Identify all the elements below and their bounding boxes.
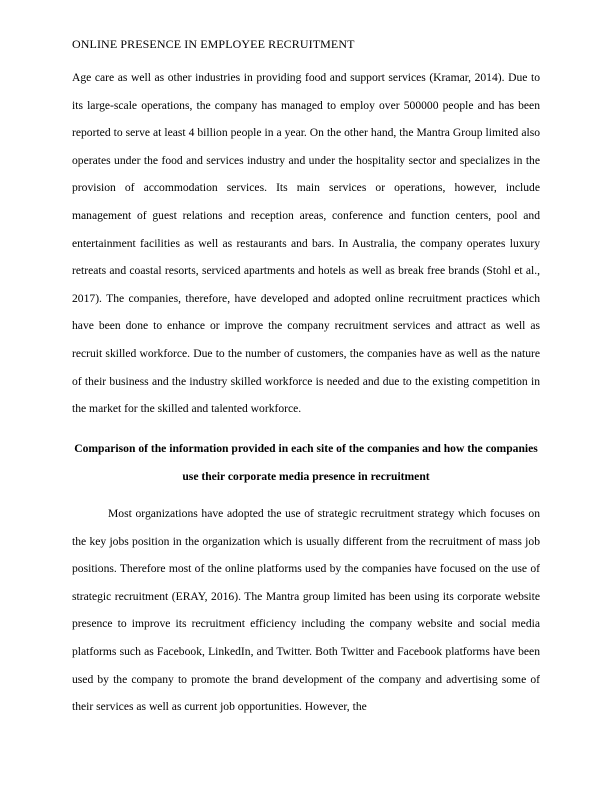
running-head: ONLINE PRESENCE IN EMPLOYEE RECRUITMENT [72,37,355,51]
body-paragraph-2: Most organizations have adopted the use of strategic recruitment strategy which focuses on the key jobs position in the organization which is usually different from the recruitment of mass job positions. Therefore most of the online platforms used by the companies have focused on the use of strategic recruitment (ERAY, 2016). The Mantra group limited has been using its corporate website presence to improve its recruitment efficiency including the company website and social media platforms such as Facebook, LinkedIn, and Twitter. Both Twitter and Facebook platforms have been used by the company to promote the brand development of the company and advertising some of their services as well as current job opportunities. However, the [72,507,540,714]
section-heading: Comparison of the information provided in each site of the companies and how the companies use their corporate media presence in recruitment [74,442,538,483]
body-paragraph-1: Age care as well as other industries in providing food and support services (Kramar, 2014). Due to its large-scale operations, the company has managed to employ over 500000 people and has been reported to serve at least 4 billion people in a year. On the other hand, the Mantra Group limited also operates under the food and services industry and under the hospitality sector and specializes in the provision of accommodation services. Its main services or operations, however, include management of guest relations and reception areas, conference and function centers, pool and entertainment facilities as well as restaurants and bars. In Australia, the company operates luxury retreats and coastal resorts, serviced apartments and hotels as well as break free brands (Stohl et al., 2017). The companies, therefore, have developed and adopted online recruitment practices which have been done to enhance or improve the company recruitment services and attract as well as recruit skilled workforce. Due to the number of customers, the companies have as well as the nature of their business and the industry skilled workforce is needed and due to the existing competition in the market for the skilled and talented workforce. [72,71,540,416]
